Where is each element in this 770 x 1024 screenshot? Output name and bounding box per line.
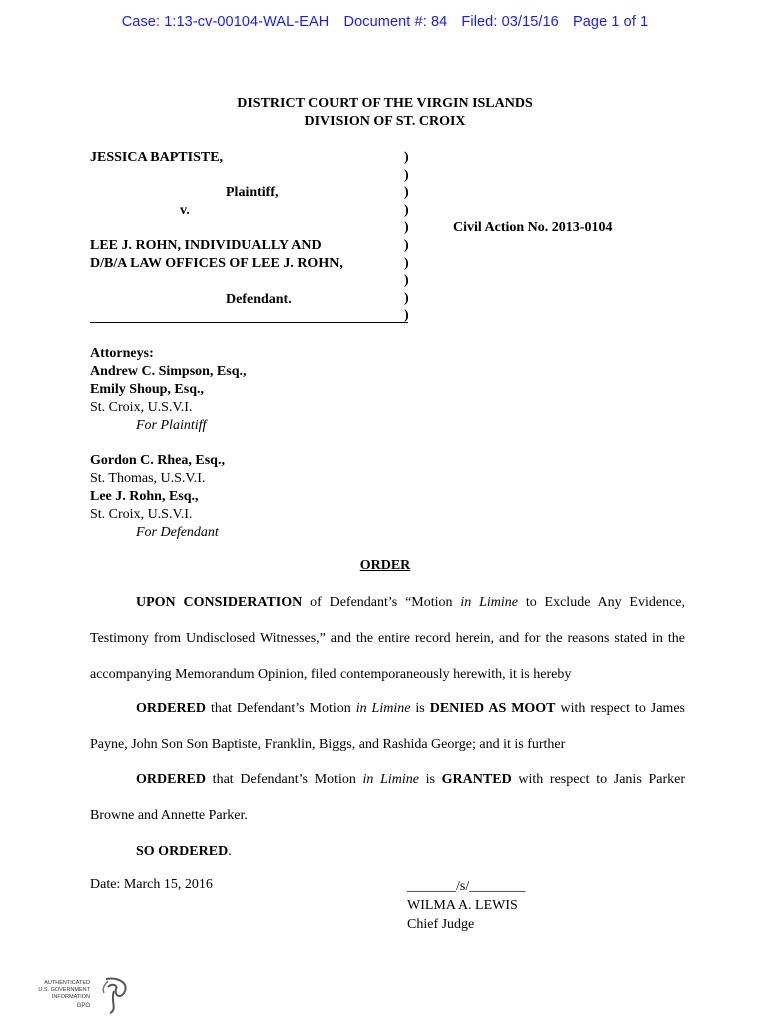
- order-title: ORDER: [359, 558, 411, 573]
- svg-text:U.S. GOVERNMENT: U.S. GOVERNMENT: [38, 987, 90, 993]
- judge-title: Chief Judge: [407, 917, 475, 932]
- civil-action-number: Civil Action No. 2013-0104: [453, 220, 613, 235]
- caption-rule: [90, 322, 408, 323]
- filed-date: Filed: 03/15/16: [461, 14, 559, 30]
- order-date: Date: March 15, 2016: [90, 877, 213, 892]
- plaintiff-name: JESSICA BAPTISTE,: [90, 150, 224, 165]
- page-header: [0, 14, 770, 30]
- attorneys-block: [90, 345, 247, 435]
- plaintiff-role: Plaintiff,: [226, 185, 279, 200]
- judge-name: WILMA A. LEWIS: [407, 898, 518, 913]
- court-heading: [0, 95, 770, 131]
- defendant-attorney-2-location: St. Croix, U.S.V.I.: [90, 507, 193, 522]
- svg-text:GPO: GPO: [76, 1003, 90, 1009]
- case-number: Case: 1:13-cv-00104-WAL-EAH: [121, 14, 330, 30]
- denied-as-moot: DENIED AS MOOT: [429, 701, 556, 716]
- defendant-attorney-1-location: St. Thomas, U.S.V.I.: [90, 471, 206, 486]
- order-paragraph-2: ORDERED that Defendant’s Motion in Limine is DENIED AS MOOT with respect to James Payne, John Son Son Baptiste, Franklin, Biggs, and Rashida George; and it is further: [90, 701, 685, 752]
- order-paragraph-1: UPON CONSIDERATION of Defendant’s “Motion in Limine to Exclude Any Evidence, Testimony from Undisclosed Witnesses,” and the entire record herein, and for the reasons stated in the accompanying Memorandum Opinion, filed contemporaneously herewith, it is hereby: [90, 595, 686, 682]
- court-name: DISTRICT COURT OF THE VIRGIN ISLANDS: [237, 96, 533, 111]
- for-plaintiff: For Plaintiff: [136, 418, 207, 433]
- svg-text:AUTHENTICATED: AUTHENTICATED: [44, 980, 90, 986]
- page-number: Page 1 of 1: [573, 14, 649, 30]
- svg-text:INFORMATION: INFORMATION: [51, 994, 90, 1000]
- granted: GRANTED: [441, 772, 512, 787]
- defendant-line-1: LEE J. ROHN, INDIVIDUALLY AND: [90, 238, 322, 253]
- for-defendant: For Defendant: [136, 525, 219, 540]
- upon-consideration: UPON CONSIDERATION: [136, 595, 303, 610]
- plaintiff-attorney-2: Emily Shoup, Esq.,: [90, 382, 204, 397]
- defendant-attorneys-block: [90, 452, 225, 542]
- gpo-authentication-seal: [38, 975, 134, 1015]
- versus: v.: [180, 203, 190, 218]
- order-paragraph-3: ORDERED that Defendant’s Motion in Limine is GRANTED with respect to Janis Parker Browne and Annette Parker.: [90, 772, 685, 823]
- caption-parentheses: ) ) ) ) ) ) ) ) ) ): [404, 150, 409, 324]
- defendant-role: Defendant.: [226, 292, 292, 307]
- signature-block: [407, 877, 525, 934]
- gpo-eagle-icon: [38, 975, 134, 1015]
- plaintiff-attorney-1: Andrew C. Simpson, Esq.,: [90, 364, 247, 379]
- defendant-line-2: D/B/A LAW OFFICES OF LEE J. ROHN,: [90, 256, 343, 271]
- attorneys-heading: Attorneys:: [90, 346, 154, 361]
- defendant-attorney-2: Lee J. Rohn, Esq.,: [90, 489, 199, 504]
- so-ordered: SO ORDERED.: [136, 844, 232, 859]
- document-number: Document #: 84: [343, 14, 448, 30]
- plaintiff-attorney-location: St. Croix, U.S.V.I.: [90, 400, 193, 415]
- defendant-attorney-1: Gordon C. Rhea, Esq.,: [90, 453, 225, 468]
- court-division: DIVISION OF ST. CROIX: [304, 114, 466, 129]
- signature-line: _______/s/________: [407, 879, 526, 894]
